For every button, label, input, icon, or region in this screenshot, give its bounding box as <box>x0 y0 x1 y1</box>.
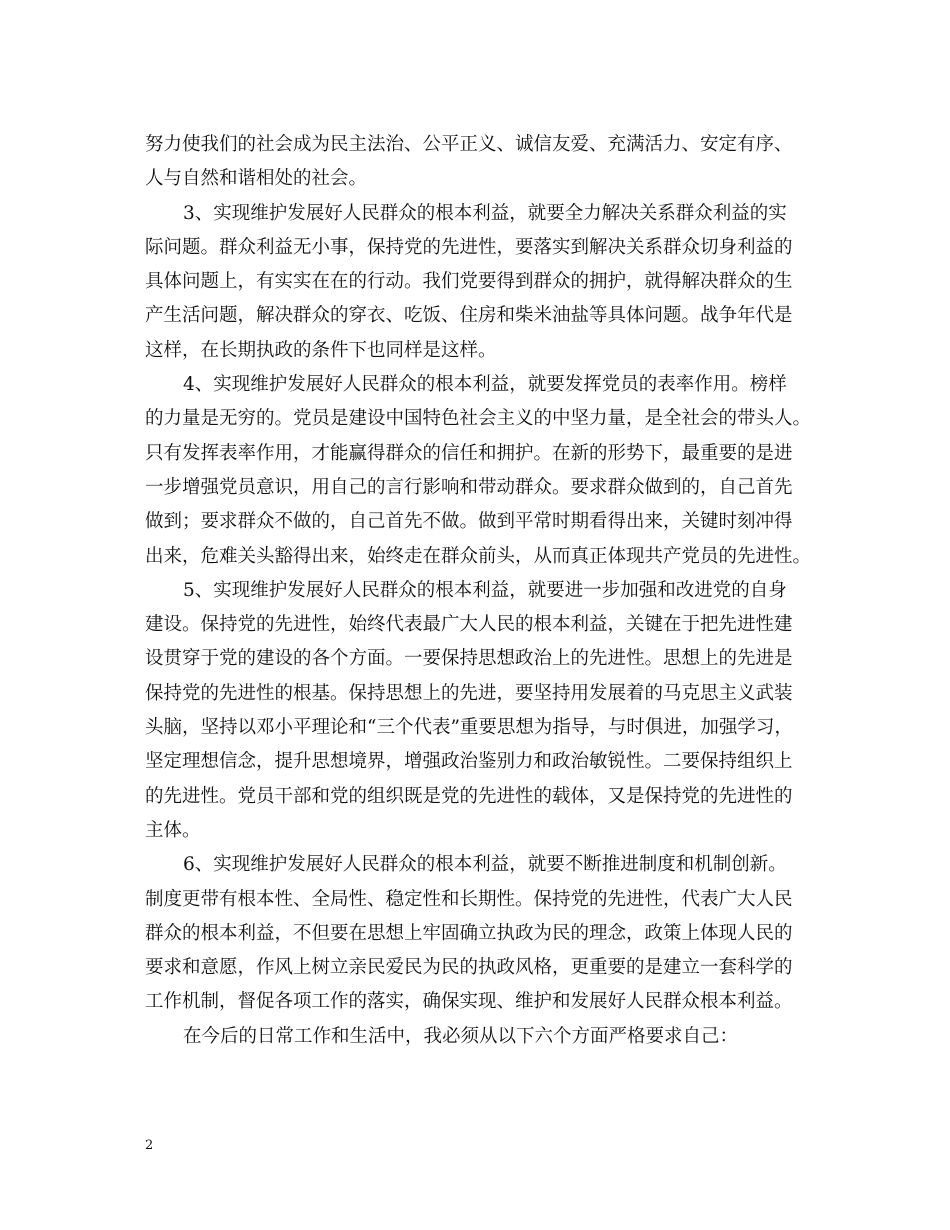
page-number: 2 <box>145 1138 154 1153</box>
paragraph-first-line: 在今后的日常工作和生活中，我必须从以下六个方面严格要求自己： <box>183 1025 739 1047</box>
text-line: 努力使我们的社会成为民主法治、公平正义、诚信友爱、充满活力、安定有序、 <box>145 134 793 155</box>
text-line: 坚定理想信念，提升思想境界，增强政治鉴别力和政治敏锐性。二要保持组织上 <box>145 751 793 773</box>
text-line: 人与自然和谐相处的社会。 <box>145 168 368 190</box>
text-line: 设贯穿于党的建设的各个方面。一要保持思想政治上的先进性。思想上的先进是 <box>145 648 793 670</box>
text-line: 产生活问题，解决群众的穿衣、吃饭、住房和柴米油盐等具体问题。战争年代是 <box>145 305 793 327</box>
text-line: 头脑，坚持以邓小平理论和“三个代表”重要思想为指导，与时俱进，加强学习， <box>145 717 793 739</box>
text-line: 制度更带有根本性、全局性、稳定性和长期性。保持党的先进性，代表广大人民 <box>145 888 793 910</box>
paragraph-first-line: 4、实现维护发展好人民群众的根本利益，就要发挥党员的表率作用。榜样 <box>183 374 787 396</box>
text-line: 群众的根本利益，不但要在思想上牢固确立执政为民的理念，政策上体现人民的 <box>145 922 793 944</box>
text-line: 主体。 <box>145 819 201 841</box>
text-line: 做到；要求群众不做的，自己首先不做。做到平常时期看得出来，关键时刻冲得 <box>145 511 793 533</box>
text-line: 际问题。群众利益无小事，保持党的先进性，要落实到解决关系群众切身利益的 <box>145 236 793 258</box>
text-line: 的先进性。党员干部和党的组织既是党的先进性的载体，又是保持党的先进性的 <box>145 785 793 807</box>
text-line: 工作机制，督促各项工作的落实，确保实现、维护和发展好人民群众根本利益。 <box>145 991 793 1013</box>
text-line: 只有发挥表率作用，才能赢得群众的信任和拥护。在新的形势下，最重要的是进 <box>145 442 793 464</box>
paragraph-first-line: 5、实现维护发展好人民群众的根本利益，就要进一步加强和改进党的自身 <box>183 579 787 601</box>
paragraph-first-line: 3、实现维护发展好人民群众的根本利益，就要全力解决关系群众利益的实 <box>183 202 787 224</box>
text-line: 建设。保持党的先进性，始终代表最广大人民的根本利益，关键在于把先进性建 <box>145 614 793 636</box>
text-line: 出来，危难关头豁得出来，始终走在群众前头，从而真正体现共产党员的先进性。 <box>145 545 812 567</box>
text-line: 保持党的先进性的根基。保持思想上的先进，要坚持用发展着的马克思主义武装 <box>145 682 793 704</box>
text-line: 一步增强党员意识，用自己的言行影响和带动群众。要求群众做到的，自己首先 <box>145 476 793 498</box>
text-line: 的力量是无穷的。党员是建设中国特色社会主义的中坚力量，是全社会的带头人。 <box>145 408 812 430</box>
text-line: 这样，在长期执政的条件下也同样是这样。 <box>145 339 497 361</box>
text-line: 要求和意愿，作风上树立亲民爱民为民的执政风格，更重要的是建立一套科学的 <box>145 957 793 979</box>
text-line: 具体问题上，有实实在在的行动。我们党要得到群众的拥护，就得解决群众的生 <box>145 271 793 293</box>
paragraph-first-line: 6、实现维护发展好人民群众的根本利益，就要不断推进制度和机制创新。 <box>183 854 787 876</box>
document-body <box>145 128 812 1054</box>
